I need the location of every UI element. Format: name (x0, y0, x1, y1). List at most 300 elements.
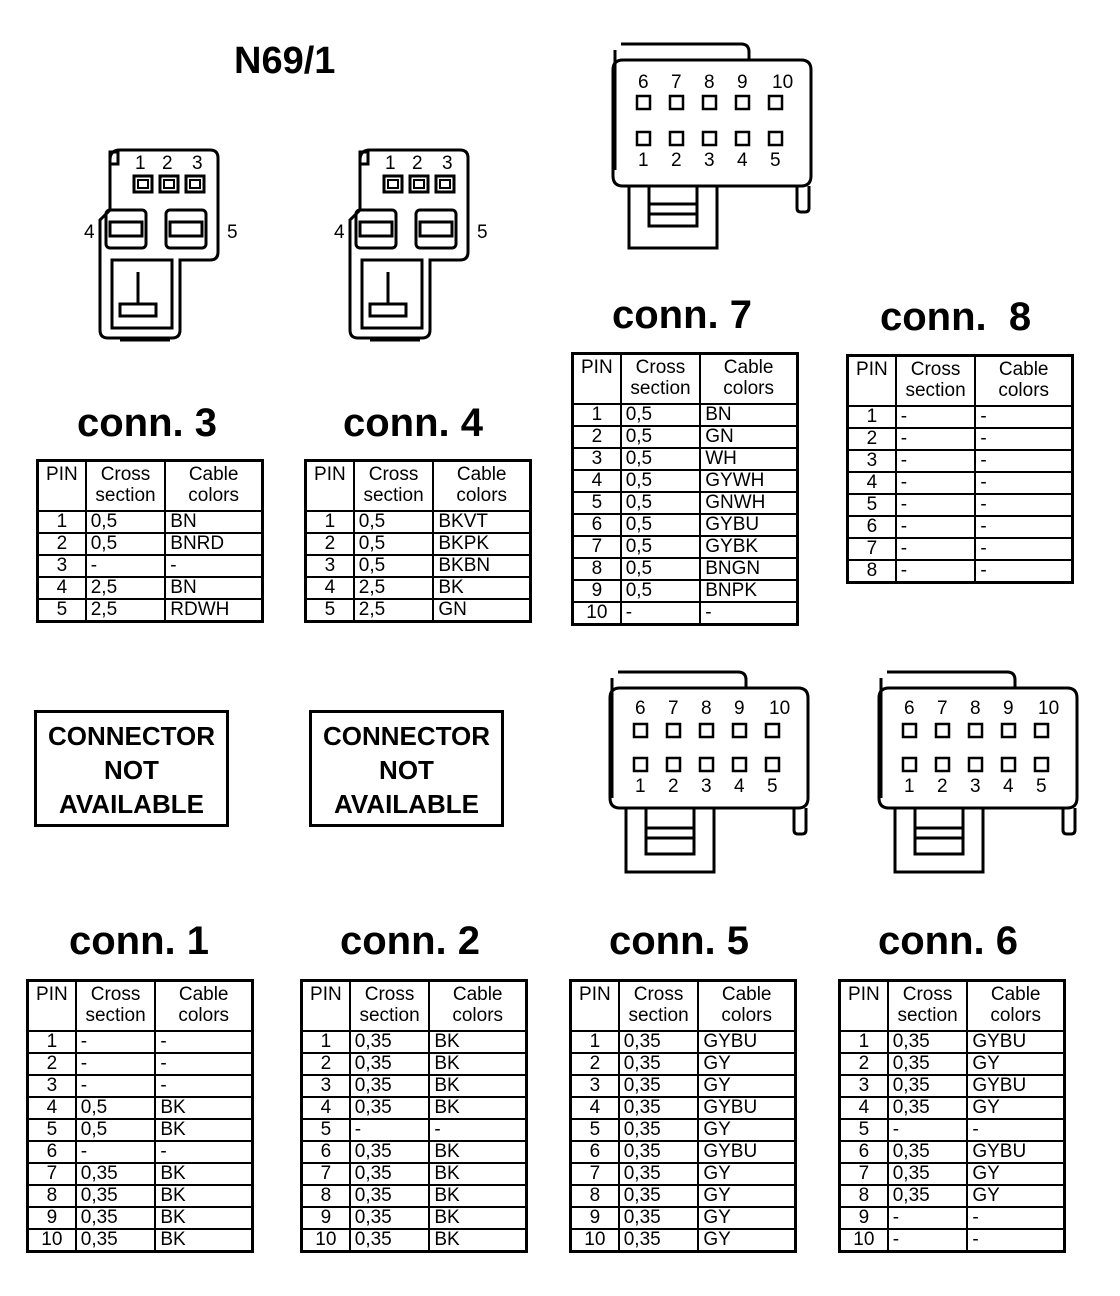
cable-color-cell: GYBU (967, 1141, 1064, 1163)
cable-color-cell: BK (433, 577, 530, 599)
table-row (302, 1229, 527, 1252)
cable-color-cell: - (975, 560, 1072, 583)
pin-label: 2 (937, 776, 948, 797)
cable-color-cell: - (967, 1229, 1064, 1252)
table-row (302, 1097, 527, 1119)
pin-cell: 5 (840, 1119, 888, 1141)
table-row (38, 511, 263, 533)
pin-label: 9 (734, 698, 745, 719)
pin-header: PIN (848, 356, 896, 407)
cable-color-cell: BK (155, 1229, 252, 1252)
pin-label: 4 (334, 222, 345, 243)
cable-color-cell: WH (700, 448, 797, 470)
pin-cell: 7 (573, 536, 621, 558)
pin-label: 5 (227, 222, 238, 243)
pin-header: PIN (573, 354, 621, 405)
pin-cell: 5 (571, 1119, 619, 1141)
cable-color-cell: BN (165, 511, 262, 533)
na-line: AVAILABLE (59, 789, 204, 819)
cross-section-cell: 0,5 (621, 492, 701, 514)
table-row (840, 1031, 1065, 1053)
conn1-table (26, 979, 254, 1253)
pin-label: 4 (734, 776, 745, 797)
pin-label: 5 (1036, 776, 1047, 797)
pin-cell: 2 (38, 533, 86, 555)
conn5-title: conn. 5 (609, 919, 750, 963)
pin-cell: 3 (571, 1075, 619, 1097)
table-row (573, 602, 798, 625)
cable-color-cell: BK (429, 1141, 526, 1163)
pin-cell: 9 (571, 1207, 619, 1229)
table-row (306, 511, 531, 533)
pin-label: 6 (635, 698, 646, 719)
cable-color-cell: - (975, 450, 1072, 472)
table-row (571, 1119, 796, 1141)
pin-header: PIN (306, 461, 354, 512)
pin-label: 9 (737, 72, 748, 93)
cross-section-cell: 0,35 (76, 1229, 156, 1252)
cross-section-cell: 0,35 (619, 1097, 699, 1119)
table-row (840, 1163, 1065, 1185)
pin-cell: 5 (573, 492, 621, 514)
pin-label: 9 (1003, 698, 1014, 719)
pin-cell: 6 (28, 1141, 76, 1163)
pin-cell: 4 (38, 577, 86, 599)
cable-color-cell: BNGN (700, 558, 797, 580)
conn6-table (838, 979, 1066, 1253)
pin-cell: 2 (848, 428, 896, 450)
pin-cell: 9 (28, 1207, 76, 1229)
cross-section-cell: 0,5 (76, 1119, 156, 1141)
cross-section-cell: 0,35 (619, 1075, 699, 1097)
table-row (38, 577, 263, 599)
cross-section-cell: - (76, 1031, 156, 1053)
cross-section-cell: 0,35 (888, 1163, 968, 1185)
cable-color-cell: BK (429, 1053, 526, 1075)
conn8-table (846, 354, 1074, 584)
pin-header: PIN (840, 981, 888, 1032)
table-header-row (306, 461, 531, 512)
pin-cell: 9 (302, 1207, 350, 1229)
cable-color-cell: GY (967, 1185, 1064, 1207)
cross-section-cell: 0,35 (888, 1053, 968, 1075)
table-row (848, 538, 1073, 560)
table-row (573, 580, 798, 602)
cross-section-cell: - (896, 428, 976, 450)
cross-section-cell: 0,35 (350, 1163, 430, 1185)
pin-cell: 4 (302, 1097, 350, 1119)
pin-cell: 2 (573, 426, 621, 448)
pin-label: 2 (412, 153, 423, 174)
conn2-title: conn. 2 (340, 919, 481, 963)
cross-section-cell: - (896, 494, 976, 516)
cable-colors-header: Cable colors (975, 356, 1072, 407)
conn7-title: conn. 7 (612, 293, 753, 337)
cable-color-cell: GYBU (698, 1141, 795, 1163)
table-row (840, 1119, 1065, 1141)
pin-cell: 8 (848, 560, 896, 583)
conn3-table (36, 459, 264, 623)
pin-cell: 7 (848, 538, 896, 560)
cable-color-cell: GY (967, 1163, 1064, 1185)
pin-header: PIN (571, 981, 619, 1032)
cross-section-header: Cross section (76, 981, 156, 1032)
cross-section-cell: - (888, 1119, 968, 1141)
cross-section-cell: 0,35 (350, 1229, 430, 1252)
cable-color-cell: - (975, 472, 1072, 494)
pin-cell: 10 (840, 1229, 888, 1252)
table-row (302, 1119, 527, 1141)
pin-label: 7 (671, 72, 682, 93)
na-line: AVAILABLE (334, 789, 479, 819)
pin-label: 4 (84, 222, 95, 243)
table-header-row (38, 461, 263, 512)
cable-color-cell: RDWH (165, 599, 262, 622)
pin-cell: 2 (840, 1053, 888, 1075)
na-line: CONNECTOR (322, 721, 491, 751)
na-line: NOT (379, 755, 434, 785)
pin-cell: 5 (38, 599, 86, 622)
cable-color-cell: GYBU (698, 1097, 795, 1119)
table-row (302, 1185, 527, 1207)
cross-section-cell: 0,35 (619, 1031, 699, 1053)
table-row (306, 577, 531, 599)
cross-section-cell: 0,35 (619, 1053, 699, 1075)
pin-cell: 6 (573, 514, 621, 536)
cable-color-cell: BK (429, 1097, 526, 1119)
pin-cell: 1 (306, 511, 354, 533)
pin-cell: 10 (571, 1229, 619, 1252)
cross-section-header: Cross section (896, 356, 976, 407)
pin-cell: 2 (571, 1053, 619, 1075)
table-row (28, 1075, 253, 1097)
cable-color-cell: - (155, 1141, 252, 1163)
cross-section-cell: 0,35 (619, 1185, 699, 1207)
pin-cell: 5 (302, 1119, 350, 1141)
cable-color-cell: GYBU (698, 1031, 795, 1053)
cross-section-cell: 0,35 (619, 1141, 699, 1163)
table-header-row (302, 981, 527, 1032)
cross-section-cell: 2,5 (86, 599, 166, 622)
pin-cell: 2 (28, 1053, 76, 1075)
table-row (28, 1031, 253, 1053)
conn5-table (569, 979, 797, 1253)
cross-section-cell: 0,35 (888, 1031, 968, 1053)
cable-color-cell: BNPK (700, 580, 797, 602)
pin-cell: 4 (571, 1097, 619, 1119)
cable-color-cell: GY (698, 1207, 795, 1229)
table-row (302, 1163, 527, 1185)
cross-section-cell: - (76, 1075, 156, 1097)
pin-label: 5 (477, 222, 488, 243)
conn3-title: conn. 3 (77, 401, 218, 445)
pin-label: 2 (162, 153, 173, 174)
cable-color-cell: GY (967, 1097, 1064, 1119)
cross-section-header: Cross section (354, 461, 434, 512)
na-line: CONNECTOR (47, 721, 216, 751)
pin-cell: 4 (306, 577, 354, 599)
cable-color-cell: BN (700, 404, 797, 426)
table-row (573, 558, 798, 580)
pin-cell: 3 (28, 1075, 76, 1097)
cable-color-cell: BK (155, 1207, 252, 1229)
table-row (306, 599, 531, 622)
cross-section-cell: 0,5 (621, 448, 701, 470)
pin-label: 10 (772, 72, 794, 93)
cross-section-cell: 0,5 (354, 511, 434, 533)
pin-label: 3 (701, 776, 712, 797)
cross-section-cell: 2,5 (86, 577, 166, 599)
cable-color-cell: BK (429, 1031, 526, 1053)
pin-cell: 7 (28, 1163, 76, 1185)
pin-cell: 3 (848, 450, 896, 472)
table-row (573, 536, 798, 558)
pin-cell: 6 (848, 516, 896, 538)
cable-color-cell: - (155, 1031, 252, 1053)
pin-header: PIN (302, 981, 350, 1032)
pin-cell: 4 (848, 472, 896, 494)
pin-cell: 1 (571, 1031, 619, 1053)
table-row (571, 1141, 796, 1163)
table-header-row (848, 356, 1073, 407)
table-row (840, 1141, 1065, 1163)
cross-section-cell: - (896, 406, 976, 428)
table-row (848, 494, 1073, 516)
cross-section-cell: - (350, 1119, 430, 1141)
table-row (302, 1031, 527, 1053)
pin-label: 7 (668, 698, 679, 719)
cross-section-cell: 0,5 (86, 511, 166, 533)
cable-color-cell: GN (700, 426, 797, 448)
cross-section-cell: 0,5 (621, 514, 701, 536)
cable-colors-header: Cable colors (698, 981, 795, 1032)
table-row (302, 1141, 527, 1163)
table-row (573, 448, 798, 470)
table-row (848, 450, 1073, 472)
conn4-table (304, 459, 532, 623)
cable-color-cell: - (967, 1207, 1064, 1229)
table-row (573, 404, 798, 426)
pin-cell: 7 (840, 1163, 888, 1185)
pin-cell: 3 (573, 448, 621, 470)
pin-cell: 7 (302, 1163, 350, 1185)
pin-cell: 8 (571, 1185, 619, 1207)
pin-label: 7 (937, 698, 948, 719)
pin-label: 1 (635, 776, 646, 797)
pin-cell: 3 (306, 555, 354, 577)
cable-color-cell: GYBK (700, 536, 797, 558)
cable-color-cell: GNWH (700, 492, 797, 514)
conn8-title: conn. 8 (880, 295, 1032, 339)
cross-section-cell: - (896, 560, 976, 583)
cross-section-cell: 0,5 (354, 555, 434, 577)
table-row (302, 1207, 527, 1229)
cross-section-cell: - (896, 450, 976, 472)
table-row (848, 472, 1073, 494)
cable-colors-header: Cable colors (165, 461, 262, 512)
pin-cell: 1 (840, 1031, 888, 1053)
pin-cell: 5 (306, 599, 354, 622)
pin-cell: 9 (573, 580, 621, 602)
table-row (28, 1053, 253, 1075)
cross-section-cell: 0,35 (350, 1185, 430, 1207)
conn6-title: conn. 6 (878, 919, 1019, 963)
cable-color-cell: - (155, 1075, 252, 1097)
pin-cell: 2 (302, 1053, 350, 1075)
pin-cell: 3 (840, 1075, 888, 1097)
table-row (848, 560, 1073, 583)
table-row (840, 1053, 1065, 1075)
cross-section-cell: 0,35 (350, 1031, 430, 1053)
pin-label: 4 (1003, 776, 1014, 797)
table-row (28, 1141, 253, 1163)
connector-not-available-conn1 (34, 710, 229, 827)
pin-cell: 5 (848, 494, 896, 516)
pin-cell: 1 (28, 1031, 76, 1053)
pin-cell: 6 (302, 1141, 350, 1163)
pin-header: PIN (38, 461, 86, 512)
cable-color-cell: - (975, 516, 1072, 538)
pin-cell: 1 (848, 406, 896, 428)
cross-section-cell: - (896, 538, 976, 560)
cable-color-cell: - (975, 538, 1072, 560)
table-row (28, 1207, 253, 1229)
cross-section-cell: 0,35 (619, 1163, 699, 1185)
cross-section-cell: 2,5 (354, 577, 434, 599)
pin-label: 4 (737, 150, 748, 171)
pin-cell: 9 (840, 1207, 888, 1229)
cable-color-cell: BK (155, 1185, 252, 1207)
cable-color-cell: BK (155, 1163, 252, 1185)
cross-section-header: Cross section (350, 981, 430, 1032)
pin-cell: 10 (302, 1229, 350, 1252)
cross-section-header: Cross section (86, 461, 166, 512)
table-row (573, 470, 798, 492)
pin-label: 3 (192, 153, 203, 174)
pin-cell: 3 (302, 1075, 350, 1097)
cross-section-cell: 0,35 (350, 1097, 430, 1119)
conn1-title: conn. 1 (69, 919, 210, 963)
pin-cell: 10 (28, 1229, 76, 1252)
cross-section-cell: 0,35 (76, 1163, 156, 1185)
table-row (840, 1229, 1065, 1252)
table-row (302, 1053, 527, 1075)
pin-cell: 2 (306, 533, 354, 555)
pin-label: 5 (767, 776, 778, 797)
pin-label: 8 (701, 698, 712, 719)
pin-cell: 10 (573, 602, 621, 625)
cable-color-cell: GYBU (700, 514, 797, 536)
cable-color-cell: GY (698, 1185, 795, 1207)
pin-cell: 8 (302, 1185, 350, 1207)
table-row (38, 599, 263, 622)
cable-color-cell: BNRD (165, 533, 262, 555)
pin-label: 2 (668, 776, 679, 797)
cable-color-cell: BKPK (433, 533, 530, 555)
cross-section-cell: 0,35 (888, 1185, 968, 1207)
cable-color-cell: GY (698, 1053, 795, 1075)
cross-section-cell: 0,35 (888, 1075, 968, 1097)
table-row (848, 406, 1073, 428)
pin-header: PIN (28, 981, 76, 1032)
table-row (28, 1163, 253, 1185)
cross-section-cell: 0,35 (619, 1207, 699, 1229)
table-header-row (571, 981, 796, 1032)
pin-label: 1 (385, 153, 396, 174)
table-row (302, 1075, 527, 1097)
cable-color-cell: GYBU (967, 1031, 1064, 1053)
cross-section-cell: 0,35 (350, 1075, 430, 1097)
pin-cell: 6 (840, 1141, 888, 1163)
table-row (306, 533, 531, 555)
cross-section-cell: - (896, 516, 976, 538)
cable-color-cell: BK (429, 1163, 526, 1185)
cable-color-cell: - (967, 1119, 1064, 1141)
table-row (840, 1075, 1065, 1097)
pin-label: 5 (770, 150, 781, 171)
cable-color-cell: BK (155, 1119, 252, 1141)
conn7-table (571, 352, 799, 626)
cross-section-cell: 2,5 (354, 599, 434, 622)
cable-color-cell: BN (165, 577, 262, 599)
cross-section-cell: 0,5 (621, 470, 701, 492)
cable-color-cell: GYBU (967, 1075, 1064, 1097)
table-row (28, 1097, 253, 1119)
cross-section-cell: 0,5 (76, 1097, 156, 1119)
pin-cell: 1 (302, 1031, 350, 1053)
cable-color-cell: GY (698, 1163, 795, 1185)
cross-section-cell: 0,5 (621, 536, 701, 558)
cross-section-cell: - (888, 1207, 968, 1229)
cable-colors-header: Cable colors (155, 981, 252, 1032)
cross-section-cell: 0,5 (86, 533, 166, 555)
cross-section-header: Cross section (621, 354, 701, 405)
pin-cell: 4 (573, 470, 621, 492)
table-header-row (28, 981, 253, 1032)
cross-section-cell: 0,35 (76, 1207, 156, 1229)
pin-cell: 8 (28, 1185, 76, 1207)
table-row (840, 1207, 1065, 1229)
page-title: N69/1 (234, 40, 336, 82)
pin-label: 3 (442, 153, 453, 174)
cable-color-cell: - (975, 494, 1072, 516)
cable-color-cell: GY (698, 1229, 795, 1252)
cable-color-cell: BK (429, 1229, 526, 1252)
cross-section-header: Cross section (888, 981, 968, 1032)
cross-section-cell: - (621, 602, 701, 625)
cross-section-cell: 0,5 (354, 533, 434, 555)
pin-label: 6 (638, 72, 649, 93)
table-row (571, 1053, 796, 1075)
cable-color-cell: BK (155, 1097, 252, 1119)
table-row (840, 1185, 1065, 1207)
cross-section-cell: - (86, 555, 166, 577)
cross-section-cell: - (896, 472, 976, 494)
pin-label: 2 (671, 150, 682, 171)
pin-label: 10 (769, 698, 791, 719)
table-row (38, 555, 263, 577)
cross-section-cell: - (76, 1141, 156, 1163)
cross-section-cell: - (888, 1229, 968, 1252)
na-line: NOT (104, 755, 159, 785)
pin-label: 10 (1038, 698, 1060, 719)
table-row (571, 1207, 796, 1229)
cable-color-cell: - (155, 1053, 252, 1075)
table-row (571, 1097, 796, 1119)
pin-label: 1 (904, 776, 915, 797)
pin-label: 3 (970, 776, 981, 797)
table-row (306, 555, 531, 577)
